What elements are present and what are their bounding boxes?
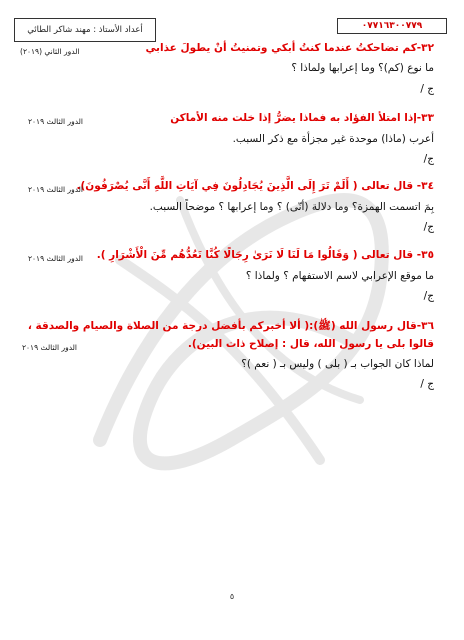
question-35-title: ٣٥- قال تعالى ( وَقَالُوا مَا لَنَا لَا نَرَىٰ رِجَالًا كُنَّا نَعُدُّهُم مِّنَ الْأَشْرَارِ ). bbox=[96, 249, 434, 261]
question-32-title: ٣٢-كم تضاحكتُ عندما كنتُ أبكي وتمنيتُ أنْ يطولَ عذابي bbox=[145, 42, 434, 54]
question-35-exam-tag: الدور الثالث ٢٠١٩ bbox=[28, 254, 84, 263]
page-number: ٥ bbox=[229, 592, 235, 601]
question-36-prompt: لماذا كان الجواب بـ ( بلى ) وليس بـ ( نعم )؟ bbox=[241, 358, 434, 370]
question-34-answer: ج/ bbox=[423, 221, 434, 233]
question-33-answer: ج/ bbox=[423, 153, 434, 165]
author-credit: أعداد الأستاذ : مهند شاكر الطائي bbox=[14, 18, 156, 42]
question-34-prompt: بِمَ اتسمت الهمزة؟ وما دلالة (أنّى) ؟ وما إعرابها ؟ موضحاً السبب. bbox=[149, 201, 434, 213]
question-36-exam-tag: الدور الثالث ٢٠١٩ bbox=[22, 343, 78, 352]
question-36-title: ٣٦-قال رسول الله (ﷺ):( ألا أخبركم بأفضل درجة من الصلاة والصيام والصدقة ، bbox=[27, 320, 434, 332]
question-33-title: ٣٣-إذا امتلأ الفؤاد به فماذا يضرُّ إذا خلت منه الأماكن bbox=[170, 112, 434, 124]
question-35-answer: ج/ bbox=[423, 290, 434, 302]
question-32-answer: ج / bbox=[420, 83, 434, 95]
question-34-exam-tag: الدور الثالث ٢٠١٩ bbox=[28, 185, 84, 194]
question-35-prompt: ما موقع الإعرابي لاسم الاستفهام ؟ ولماذا ؟ bbox=[245, 270, 434, 282]
question-36-answer: ج / bbox=[420, 378, 434, 390]
question-33-exam-tag: الدور الثالث ٢٠١٩ bbox=[28, 117, 84, 126]
phone-number: ٠٧٧١٦٣٠٠٧٧٩ bbox=[337, 18, 447, 34]
question-32-exam-tag: الدور الثاني (٢٠١٩) bbox=[20, 47, 80, 56]
question-33-prompt: أعرب (ماذا) موحدة غير مجزأة مع ذكر السبب. bbox=[232, 133, 434, 145]
question-36-title-continued: قالوا بلى يا رسول الله، قال : إصلاح ذات البين). bbox=[187, 338, 434, 350]
question-34-title: ٣٤- قال تعالى ( أَلَمْ تَرَ إِلَى الَّذِينَ يُجَادِلُونَ فِي آيَاتِ اللَّهِ أَنَّى يُصْرَفُونَ). bbox=[76, 180, 434, 192]
question-32-prompt: ما نوع (كم)؟ وما إعرابها ولماذا ؟ bbox=[291, 62, 434, 74]
